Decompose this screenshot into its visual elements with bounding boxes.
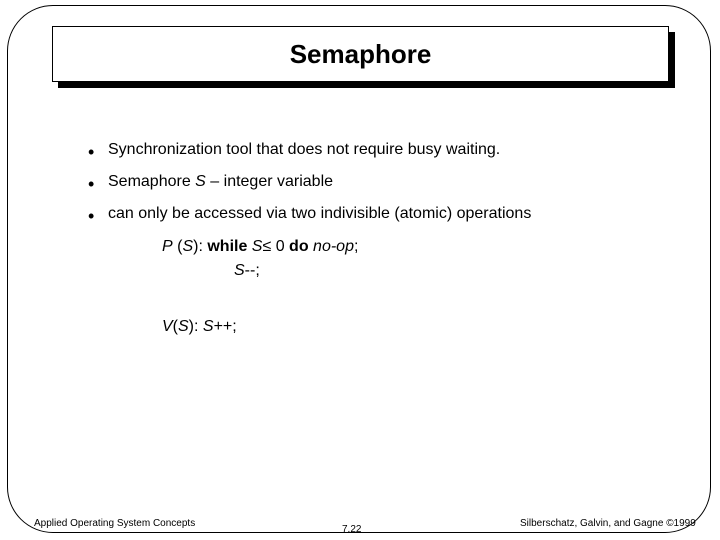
v-op-arg: S: [178, 318, 189, 335]
title-box: [52, 26, 669, 82]
p-op-cond-op: ≤ 0: [262, 238, 290, 255]
v-op-close: ):: [188, 318, 203, 335]
v-op-name: V: [162, 318, 173, 335]
v-op-stmt-var: S: [202, 318, 214, 335]
p-op-open: (: [172, 238, 183, 255]
bullet-dot: •: [88, 174, 95, 194]
v-op-open: (: [172, 318, 178, 335]
slide-title: Semaphore: [289, 38, 432, 69]
bullet-text: [108, 173, 333, 191]
bullet-text: Synchronization tool that does not require busy waiting.: [108, 141, 501, 158]
p-op-close: ):: [193, 238, 208, 255]
bullet-text: can only be accessed via two indivisible (atomic) operations: [108, 205, 532, 222]
footer-book-title: Applied Operating System Concepts: [34, 518, 196, 529]
p-op-semicolon: ;: [353, 238, 359, 255]
keyword-do: do: [289, 238, 314, 255]
p-operation-line-1: [162, 238, 358, 256]
bullet-text-post: – integer variable: [205, 173, 334, 190]
footer-page-number: 7.22: [342, 524, 362, 535]
p-op-line2-rest: --;: [244, 262, 260, 279]
p-op-body: no-op: [313, 238, 354, 255]
keyword-while: while: [207, 238, 252, 255]
variable-s: S: [195, 173, 206, 190]
p-op-name: P: [162, 238, 173, 255]
bullet-dot: •: [88, 142, 95, 162]
p-operation-line-2: [234, 262, 260, 280]
p-op-cond-var: S: [251, 238, 263, 255]
v-op-stmt-rest: ++;: [213, 318, 237, 335]
p-op-line2-var: S: [234, 262, 245, 279]
bullet-text-pre: Semaphore: [108, 173, 196, 190]
footer-copyright: Silberschatz, Galvin, and Gagne ©1999: [520, 518, 696, 529]
bullet-dot: •: [88, 206, 95, 226]
v-operation-line: [162, 318, 237, 336]
p-op-arg: S: [182, 238, 194, 255]
